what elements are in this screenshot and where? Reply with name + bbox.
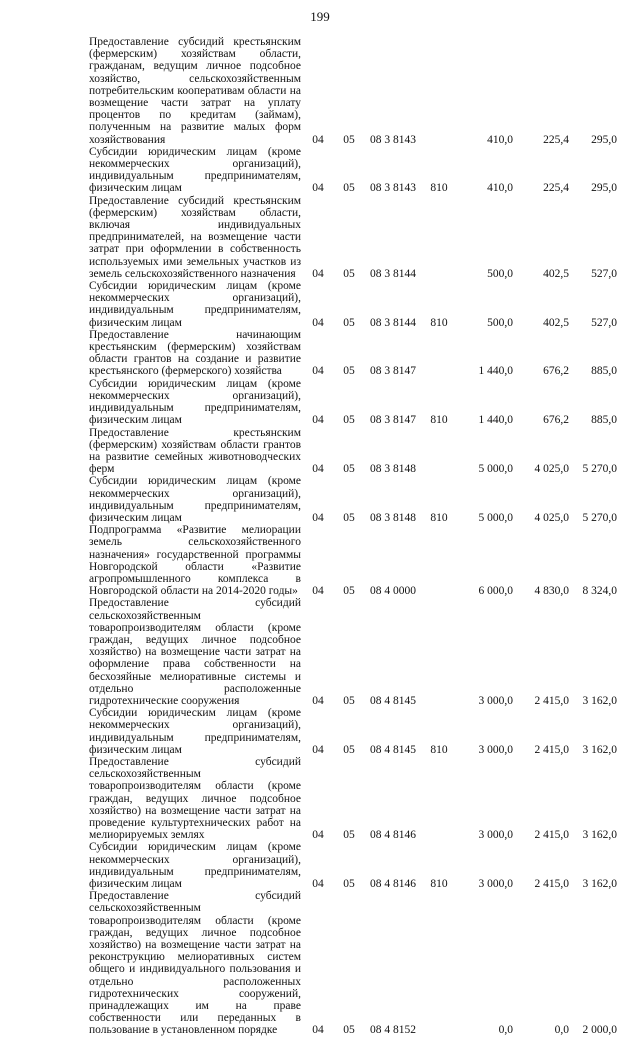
row-amount-1: 1 440,0 — [478, 414, 513, 427]
table-row — [89, 280, 617, 329]
row-expense-type: 810 — [430, 316, 448, 329]
row-description: Субсидии юридическим лицам (кроме некоммерческих организаций), индивидуальным предпринимателям, физическим лицам — [89, 280, 301, 329]
row-section-code: 04 — [312, 267, 324, 280]
row-amount-1: 3 000,0 — [478, 829, 513, 842]
row-description: Субсидии юридическим лицам (кроме некоммерческих организаций), индивидуальным предпринимателям, физическим лицам — [89, 145, 301, 195]
row-target-article: 08 4 8145 — [370, 743, 416, 756]
row-section-code: 04 — [312, 694, 324, 707]
row-description: Предоставление крестьянским (фермерским) хозяйствам области грантов на развитие семейных животноводческих ферм — [89, 426, 301, 476]
row-subsection-code: 05 — [343, 414, 355, 427]
row-amount-3: 3 162,0 — [582, 743, 617, 756]
row-target-article: 08 4 8146 — [370, 878, 416, 891]
table-row — [89, 475, 617, 524]
table-row — [89, 329, 617, 378]
row-description: Предоставление субсидий крестьянским (фермерским) хозяйствам области, включая индивидуальных предпринимателей, на возмещение части затрат при оформлении в собственность используемых ими земельных участков из земель сельскохозяйственного назначения — [89, 194, 301, 280]
row-target-article: 08 4 0000 — [370, 585, 416, 598]
row-amount-3: 885,0 — [591, 365, 617, 378]
row-expense-type: 810 — [430, 878, 448, 891]
row-amount-1: 3 000,0 — [478, 694, 513, 707]
row-subsection-code: 05 — [343, 267, 355, 280]
row-amount-2: 402,5 — [543, 267, 569, 280]
row-amount-2: 2 415,0 — [534, 743, 569, 756]
row-amount-2: 225,4 — [543, 182, 569, 195]
table-row — [89, 890, 617, 1036]
row-section-code: 04 — [312, 829, 324, 842]
row-amount-2: 2 415,0 — [534, 878, 569, 891]
row-amount-3: 885,0 — [591, 414, 617, 427]
row-section-code: 04 — [312, 133, 324, 146]
row-section-code: 04 — [312, 365, 324, 378]
row-description: Субсидии юридическим лицам (кроме некоммерческих организаций), индивидуальным предпринимателям, физическим лицам — [89, 377, 301, 427]
row-subsection-code: 05 — [343, 316, 355, 329]
row-amount-2: 4 025,0 — [534, 463, 569, 476]
row-section-code: 04 — [312, 743, 324, 756]
row-section-code: 04 — [312, 585, 324, 598]
row-expense-type: 810 — [430, 414, 448, 427]
row-amount-2: 2 415,0 — [534, 694, 569, 707]
row-amount-1: 5 000,0 — [478, 463, 513, 476]
row-section-code: 04 — [312, 878, 324, 891]
row-amount-1: 5 000,0 — [478, 511, 513, 524]
row-description: Подпрограмма «Развитие мелиорации земель сельскохозяйственного назначения» государственной программы Новгородской области «Развитие агропромышленного комплекса в Новгородской области на 2014-2020 годы» — [89, 524, 301, 598]
row-section-code: 04 — [312, 511, 324, 524]
row-description: Субсидии юридическим лицам (кроме некоммерческих организаций), индивидуальным предпринимателям, физическим лицам — [89, 707, 301, 756]
table-row — [89, 427, 617, 476]
row-amount-1: 500,0 — [487, 267, 513, 280]
row-subsection-code: 05 — [343, 829, 355, 842]
row-amount-3: 8 324,0 — [582, 585, 617, 598]
row-amount-1: 410,0 — [487, 182, 513, 195]
table-row — [89, 36, 617, 146]
row-description: Предоставление начинающим крестьянским (фермерским) хозяйствам области грантов на создание и развитие крестьянского (фермерского) хозяйства — [89, 328, 301, 378]
row-target-article: 08 4 8152 — [370, 1024, 416, 1037]
row-expense-type: 810 — [430, 511, 448, 524]
row-amount-1: 410,0 — [487, 133, 513, 146]
row-target-article: 08 3 8148 — [370, 463, 416, 476]
row-expense-type: 810 — [430, 182, 448, 195]
row-amount-3: 2 000,0 — [582, 1024, 617, 1037]
table-row — [89, 841, 617, 890]
row-section-code: 04 — [312, 1024, 324, 1037]
row-amount-2: 4 830,0 — [534, 585, 569, 598]
row-amount-3: 3 162,0 — [582, 694, 617, 707]
row-amount-3: 295,0 — [591, 133, 617, 146]
row-subsection-code: 05 — [343, 511, 355, 524]
row-amount-3: 527,0 — [591, 316, 617, 329]
table-row — [89, 146, 617, 195]
row-amount-1: 3 000,0 — [478, 743, 513, 756]
row-subsection-code: 05 — [343, 1024, 355, 1037]
row-amount-2: 2 415,0 — [534, 829, 569, 842]
page-number: 199 — [310, 9, 330, 24]
table-row — [89, 597, 617, 707]
row-description: Предоставление субсидий крестьянским (фермерским) хозяйствам области, гражданам, ведущим личное подсобное хозяйство, сельскохозяйственным потребительским кооперативам области на возмещение части затрат на уплату процентов по кредитам (займам), полученным на развитие малых форм хозяйствования — [89, 36, 301, 146]
row-section-code: 04 — [312, 463, 324, 476]
row-amount-1: 3 000,0 — [478, 878, 513, 891]
row-amount-1: 500,0 — [487, 316, 513, 329]
row-target-article: 08 3 8143 — [370, 133, 416, 146]
row-amount-2: 676,2 — [543, 365, 569, 378]
row-target-article: 08 3 8148 — [370, 511, 416, 524]
row-amount-2: 676,2 — [543, 414, 569, 427]
row-target-article: 08 3 8144 — [370, 316, 416, 329]
row-target-article: 08 4 8145 — [370, 694, 416, 707]
row-subsection-code: 05 — [343, 365, 355, 378]
row-target-article: 08 3 8147 — [370, 365, 416, 378]
row-amount-3: 3 162,0 — [582, 829, 617, 842]
row-target-article: 08 3 8144 — [370, 267, 416, 280]
row-amount-1: 0,0 — [498, 1024, 513, 1037]
row-subsection-code: 05 — [343, 585, 355, 598]
table-row — [89, 378, 617, 427]
row-amount-3: 3 162,0 — [582, 878, 617, 891]
row-amount-2: 225,4 — [543, 133, 569, 146]
row-subsection-code: 05 — [343, 133, 355, 146]
row-amount-2: 4 025,0 — [534, 511, 569, 524]
row-amount-1: 1 440,0 — [478, 365, 513, 378]
row-subsection-code: 05 — [343, 878, 355, 891]
row-description: Предоставление субсидий сельскохозяйственным товаропроизводителям области (кроме граждан, ведущих личное подсобное хозяйство) на возмещение части затрат на оформление права собственности на бесхозяйные мелиоративные системы и отдельно расположенные гидротехнические сооружения — [89, 597, 301, 707]
row-amount-3: 295,0 — [591, 182, 617, 195]
budget-table — [89, 36, 617, 1037]
row-subsection-code: 05 — [343, 463, 355, 476]
row-section-code: 04 — [312, 316, 324, 329]
row-target-article: 08 4 8146 — [370, 829, 416, 842]
row-description: Предоставление субсидий сельскохозяйственным товаропроизводителям области (кроме граждан, ведущих личное подсобное хозяйство) на возмещение части затрат на реконструкцию мелиоративных систем общего и индивидуального пользования и отдельно расположенных гидротехнических сооружений, принадлежащих им на праве собственности или переданных в пользование в установленном порядке — [89, 890, 301, 1037]
row-expense-type: 810 — [430, 743, 448, 756]
table-row — [89, 195, 617, 280]
row-subsection-code: 05 — [343, 182, 355, 195]
row-description: Субсидии юридическим лицам (кроме некоммерческих организаций), индивидуальным предпринимателям, физическим лицам — [89, 475, 301, 524]
row-amount-2: 402,5 — [543, 316, 569, 329]
row-target-article: 08 3 8147 — [370, 414, 416, 427]
row-amount-1: 6 000,0 — [478, 585, 513, 598]
row-amount-2: 0,0 — [554, 1024, 569, 1037]
row-amount-3: 527,0 — [591, 267, 617, 280]
table-row — [89, 707, 617, 756]
row-amount-3: 5 270,0 — [582, 463, 617, 476]
row-section-code: 04 — [312, 414, 324, 427]
table-row — [89, 756, 617, 841]
row-subsection-code: 05 — [343, 694, 355, 707]
table-row — [89, 524, 617, 597]
row-description: Предоставление субсидий сельскохозяйственным товаропроизводителям области (кроме граждан, ведущих личное подсобное хозяйство) на возмещение части затрат на проведение культуртехнических работ на мелиорируемых землях — [89, 755, 301, 842]
row-description: Субсидии юридическим лицам (кроме некоммерческих организаций), индивидуальным предпринимателям, физическим лицам — [89, 841, 301, 891]
row-section-code: 04 — [312, 182, 324, 195]
row-subsection-code: 05 — [343, 743, 355, 756]
row-amount-3: 5 270,0 — [582, 511, 617, 524]
row-target-article: 08 3 8143 — [370, 182, 416, 195]
